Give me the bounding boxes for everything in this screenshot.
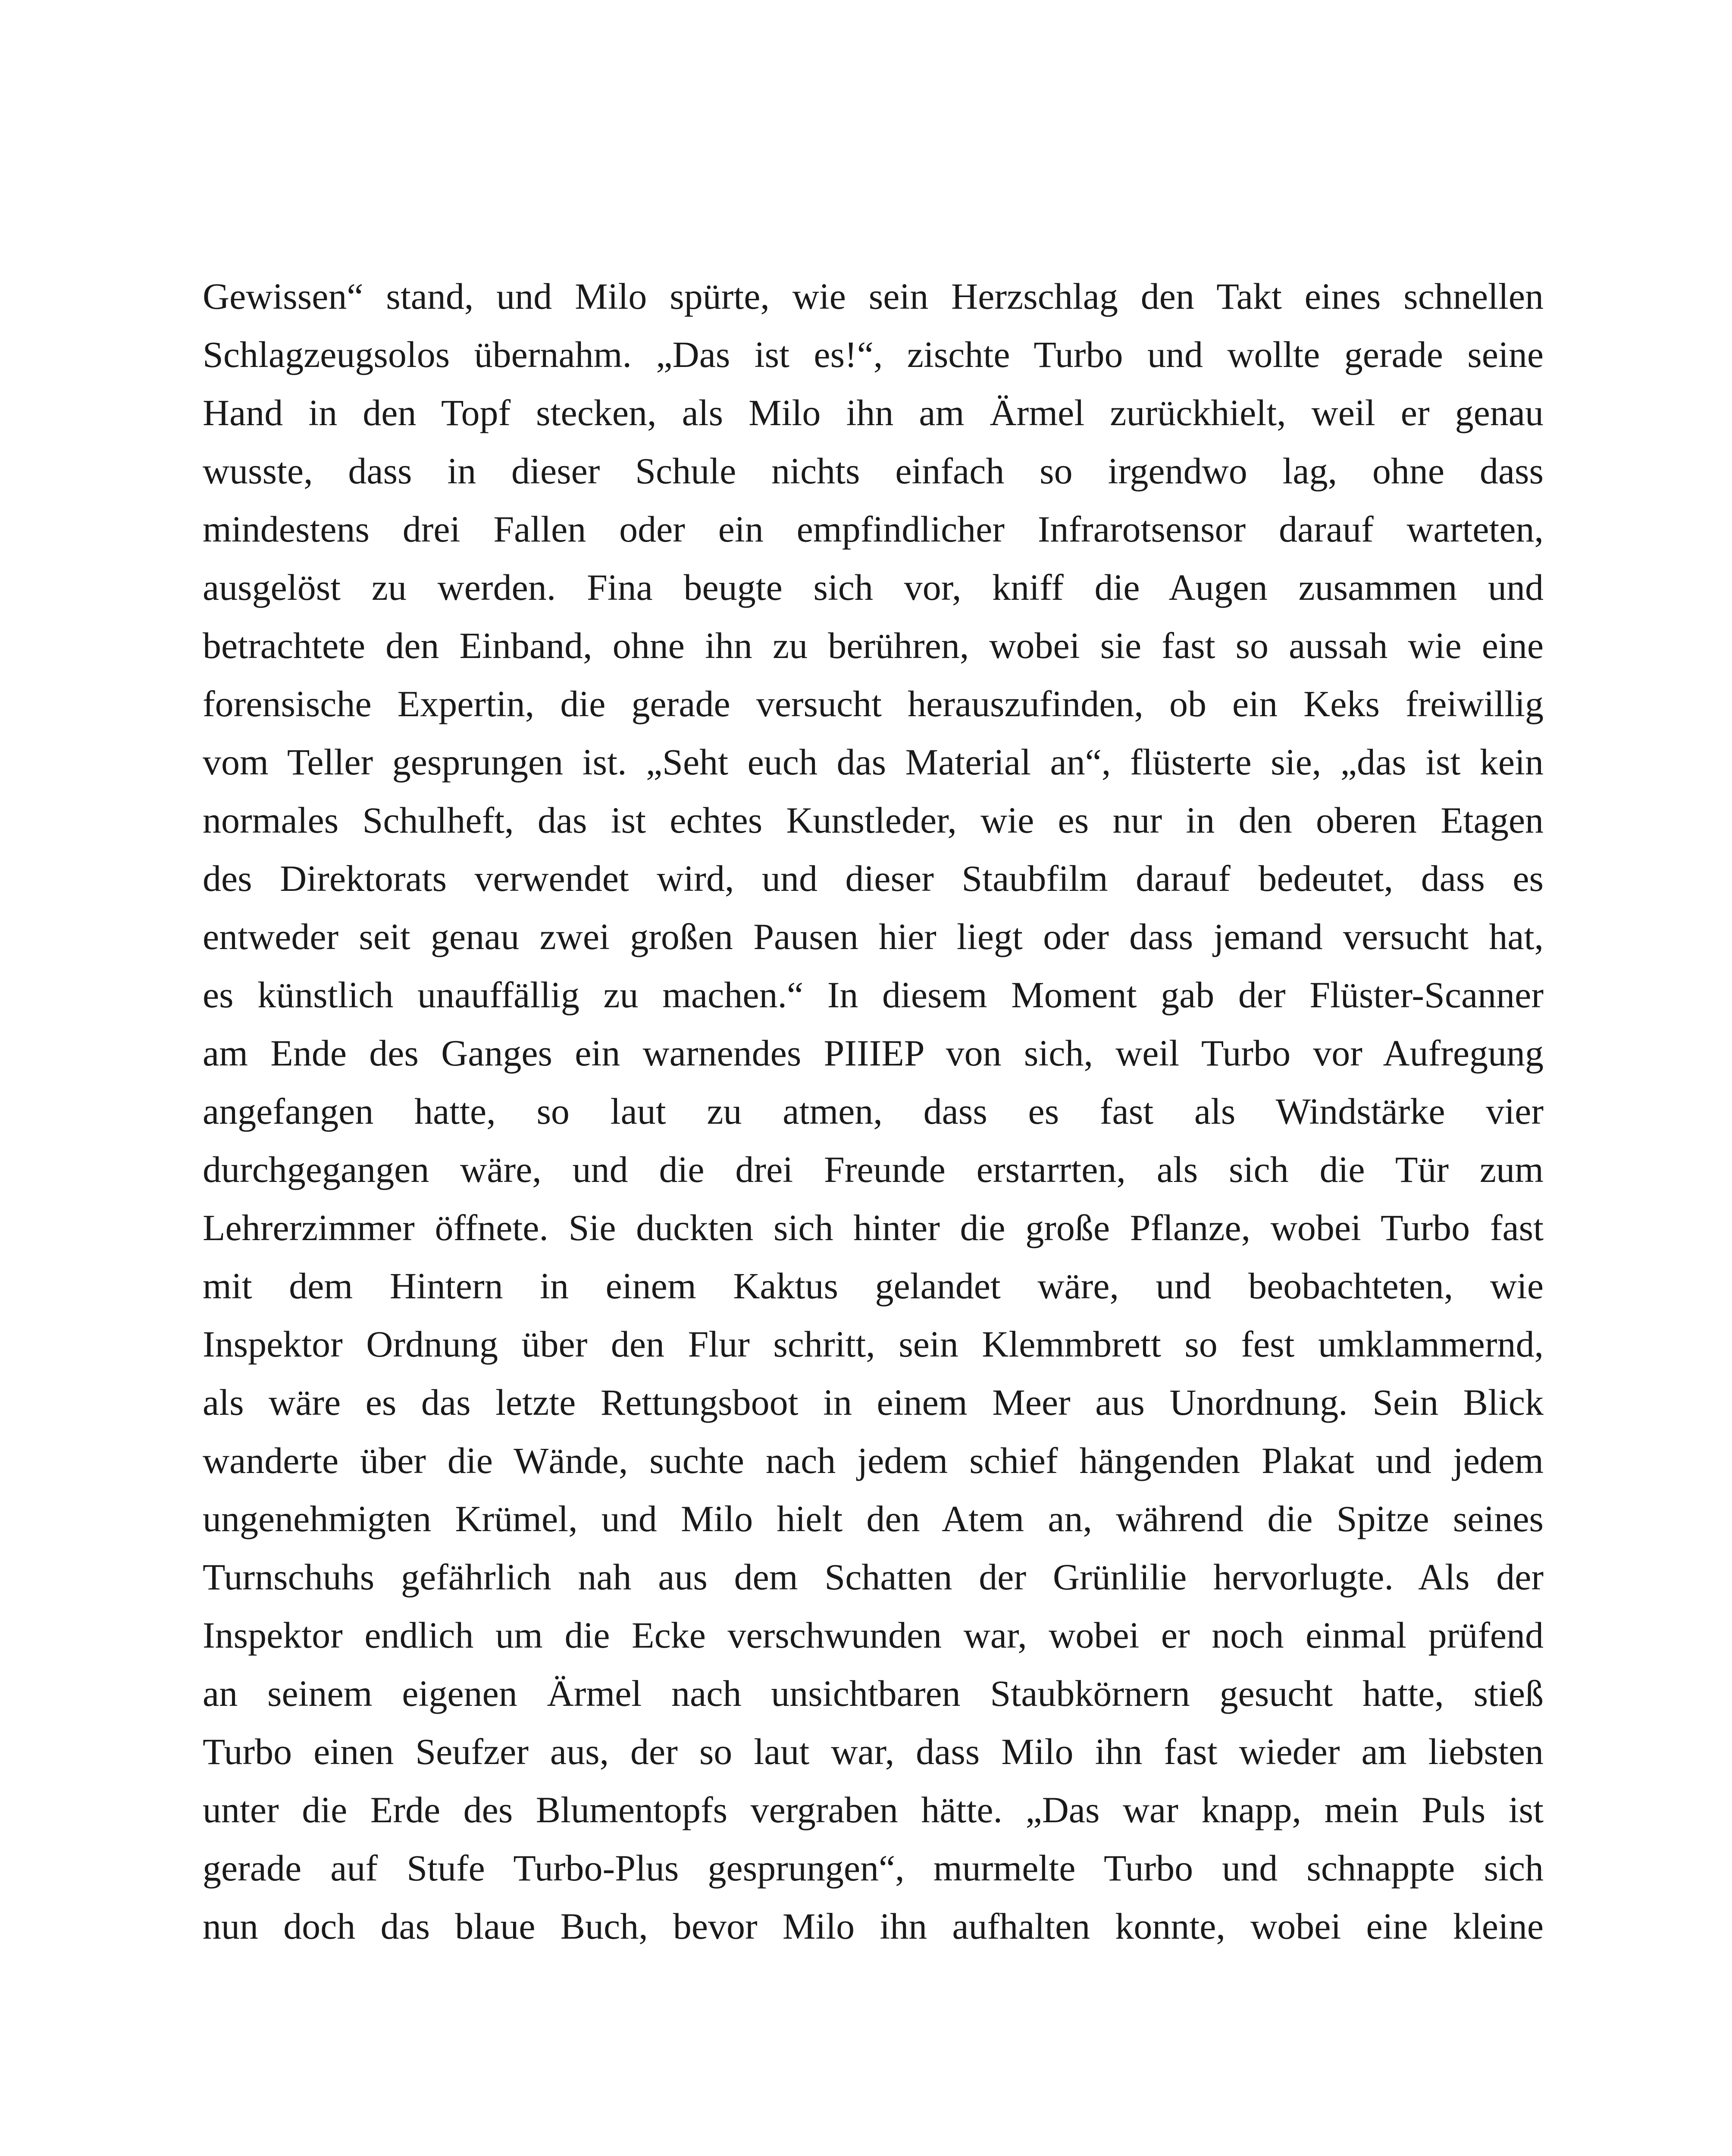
text-line: durchgegangen wäre, und die drei Freunde erstarrten, als sich die Tür zum <box>203 1149 1544 1190</box>
text-line: es künstlich unauffällig zu machen.“ In diesem Moment gab der Flüster-Scanner <box>203 974 1544 1015</box>
text-line: wusste, dass in dieser Schule nichts einfach so irgendwo lag, ohne dass <box>203 450 1544 492</box>
text-line: Hand in den Topf stecken, als Milo ihn am Ärmel zurückhielt, weil er genau <box>203 392 1544 433</box>
text-line: nun doch das blaue Buch, bevor Milo ihn aufhalten konnte, wobei eine kleine <box>203 1905 1544 1947</box>
text-line: des Direktorats verwendet wird, und dieser Staubfilm darauf bedeutet, dass es <box>203 858 1544 899</box>
text-line: ausgelöst zu werden. Fina beugte sich vor, kniff die Augen zusammen und <box>203 567 1544 608</box>
text-line: vom Teller gesprungen ist. „Seht euch das Material an“, flüsterte sie, „das ist kein <box>203 741 1544 783</box>
text-line: angefangen hatte, so laut zu atmen, dass es fast als Windstärke vier <box>203 1091 1544 1132</box>
body-text <box>203 267 1544 1955</box>
text-line: an seinem eigenen Ärmel nach unsichtbaren Staubkörnern gesucht hatte, stieß <box>203 1673 1544 1714</box>
text-line: Lehrerzimmer öffnete. Sie duckten sich hinter die große Pflanze, wobei Turbo fast <box>203 1207 1544 1248</box>
text-line: als wäre es das letzte Rettungsboot in einem Meer aus Unordnung. Sein Blick <box>203 1382 1544 1423</box>
text-line: Inspektor Ordnung über den Flur schritt, sein Klemmbrett so fest umklammernd, <box>203 1323 1544 1365</box>
text-line: ungenehmigten Krümel, und Milo hielt den Atem an, während die Spitze seines <box>203 1498 1544 1539</box>
text-line: betrachtete den Einband, ohne ihn zu berühren, wobei sie fast so aussah wie eine <box>203 625 1544 666</box>
text-line: Turbo einen Seufzer aus, der so laut war, dass Milo ihn fast wieder am liebsten <box>203 1731 1544 1772</box>
text-line: mit dem Hintern in einem Kaktus gelandet wäre, und beobachteten, wie <box>203 1265 1544 1307</box>
text-line: Gewissen“ stand, und Milo spürte, wie sein Herzschlag den Takt eines schnellen <box>203 276 1544 317</box>
text-line: forensische Expertin, die gerade versucht herauszufinden, ob ein Keks freiwillig <box>203 683 1544 724</box>
text-line: normales Schulheft, das ist echtes Kunstleder, wie es nur in den oberen Etagen <box>203 799 1544 841</box>
text-line: am Ende des Ganges ein warnendes PIIIEP von sich, weil Turbo vor Aufregung <box>203 1032 1544 1074</box>
text-line: unter die Erde des Blumentopfs vergraben hätte. „Das war knapp, mein Puls ist <box>203 1789 1544 1830</box>
text-line: mindestens drei Fallen oder ein empfindlicher Infrarotsensor darauf warteten, <box>203 508 1544 550</box>
text-line: Schlagzeugsolos übernahm. „Das ist es!“, zischte Turbo und wollte gerade seine <box>203 334 1544 375</box>
text-line: Inspektor endlich um die Ecke verschwunden war, wobei er noch einmal prüfend <box>203 1614 1544 1656</box>
text-line: gerade auf Stufe Turbo-Plus gesprungen“, murmelte Turbo und schnappte sich <box>203 1847 1544 1889</box>
text-line: wanderte über die Wände, suchte nach jedem schief hängenden Plakat und jedem <box>203 1440 1544 1481</box>
text-line: Turnschuhs gefährlich nah aus dem Schatten der Grünlilie hervorlugte. Als der <box>203 1556 1544 1598</box>
text-line: entweder seit genau zwei großen Pausen hier liegt oder dass jemand versucht hat, <box>203 916 1544 957</box>
